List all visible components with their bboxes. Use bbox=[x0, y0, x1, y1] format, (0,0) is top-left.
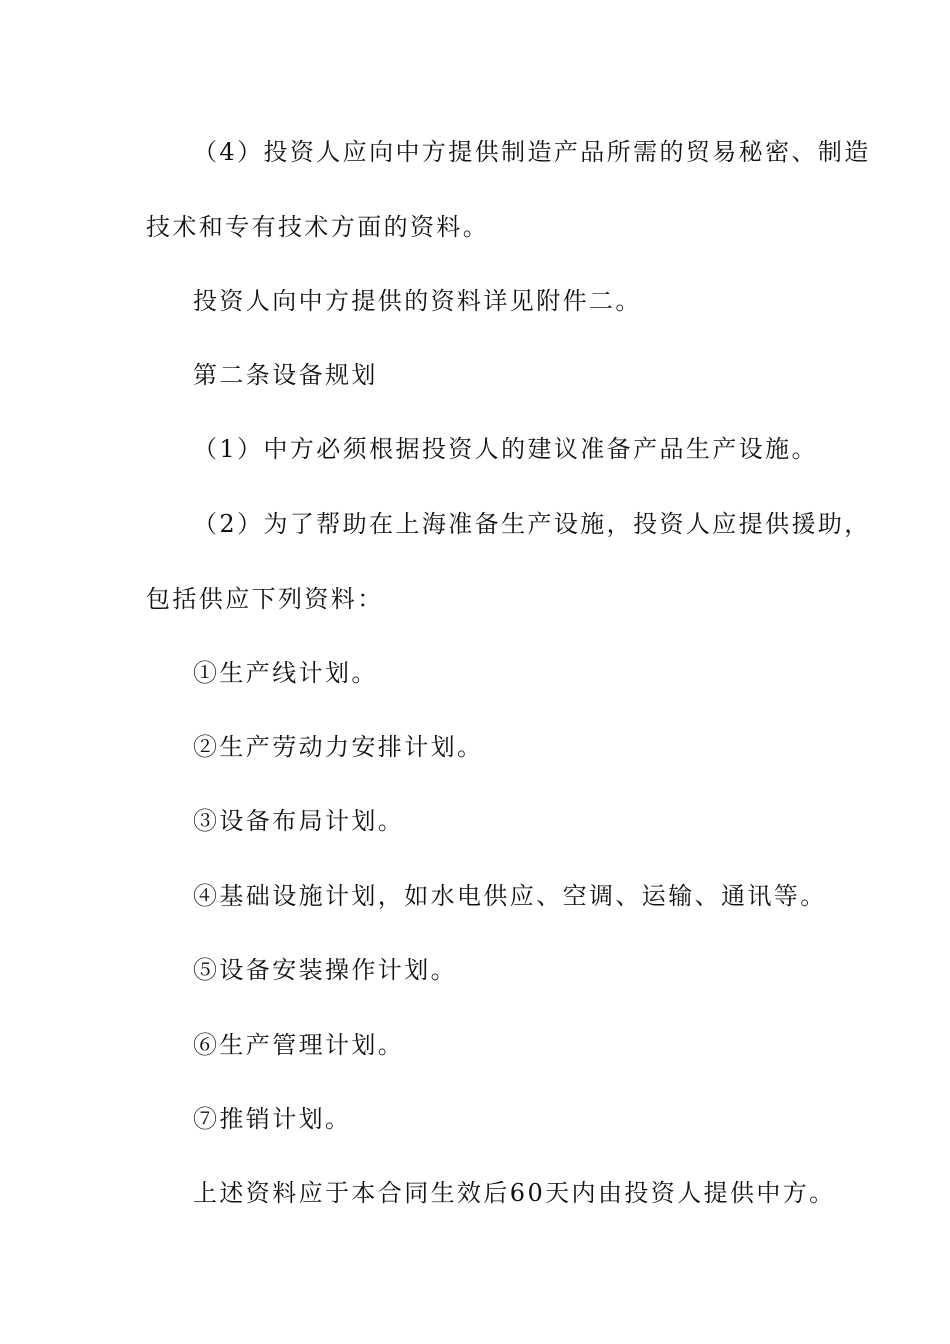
list-item-3: ③设备布局计划。 bbox=[193, 807, 405, 835]
list-item-4: ④基础设施计划，如水电供应、空调、运输、通讯等。 bbox=[193, 882, 827, 910]
paragraph-item-1: （1）中方必须根据投资人的建议准备产品生产设施。 bbox=[193, 435, 818, 463]
paragraph-item-2-line-2: 包括供应下列资料： bbox=[146, 585, 384, 613]
list-item-2: ②生产劳动力安排计划。 bbox=[193, 733, 484, 761]
paragraph-item-2-line-1: （2）为了帮助在上海准备生产设施，投资人应提供援助， bbox=[193, 510, 871, 538]
list-item-1: ①生产线计划。 bbox=[193, 659, 378, 687]
section-heading-article-2: 第二条设备规划 bbox=[193, 361, 378, 389]
paragraph-item-4-line-1: （4）投资人应向中方提供制造产品所需的贸易秘密、制造 bbox=[193, 138, 871, 166]
list-item-6: ⑥生产管理计划。 bbox=[193, 1031, 405, 1059]
paragraph-deadline: 上述资料应于本合同生效后60天内由投资人提供中方。 bbox=[193, 1179, 836, 1207]
list-item-7: ⑦推销计划。 bbox=[193, 1105, 352, 1133]
paragraph-attachment-note: 投资人向中方提供的资料详见附件二。 bbox=[193, 287, 642, 315]
list-item-5: ⑤设备安装操作计划。 bbox=[193, 956, 457, 984]
paragraph-item-4-line-2: 技术和专有技术方面的资料。 bbox=[146, 213, 490, 241]
